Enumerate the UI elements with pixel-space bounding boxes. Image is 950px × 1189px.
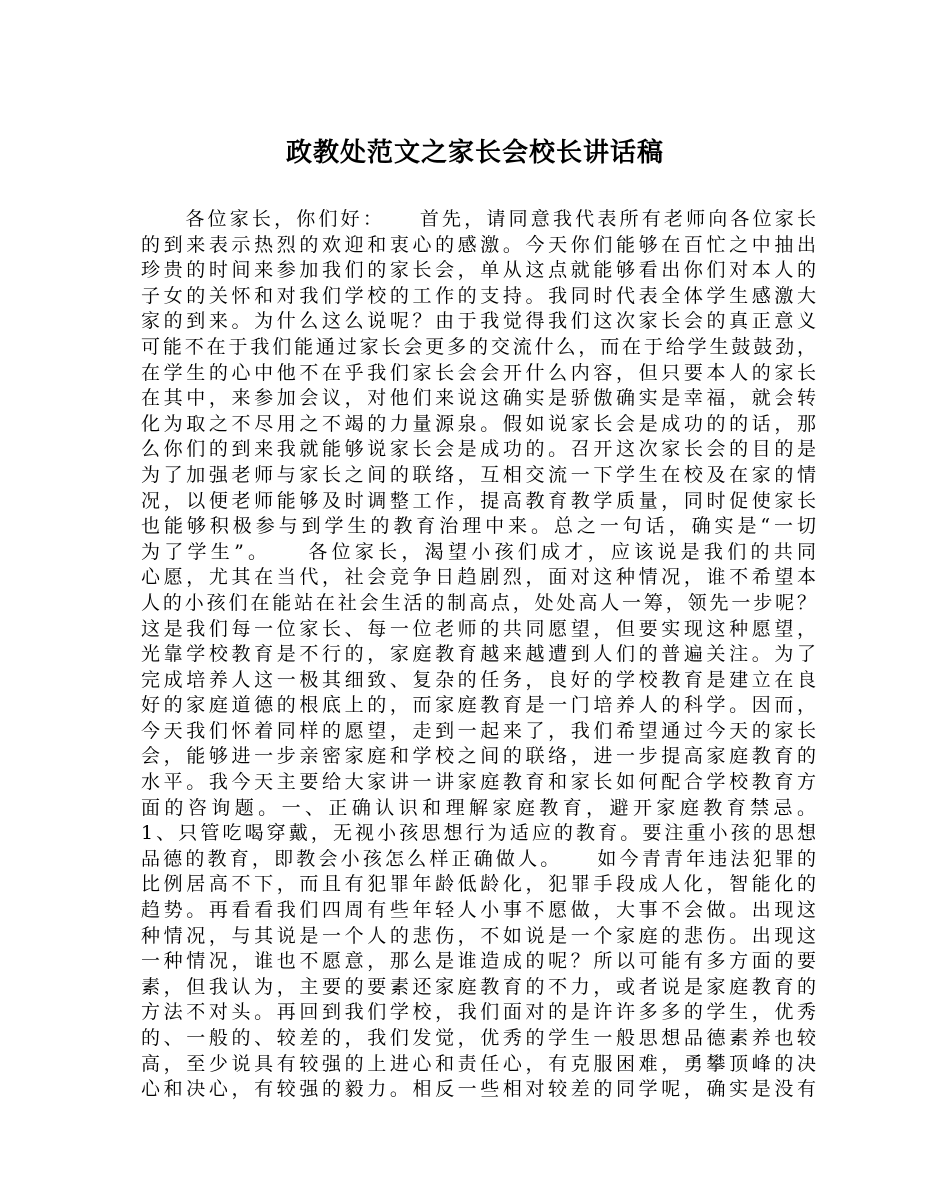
body-text-line: 种情况，与其说是一个人的悲伤，不如说是一个家庭的悲伤。出现这 xyxy=(141,924,816,947)
body-text-line: 品德的教育，即教会小孩怎么样正确做人。 如今青青年违法犯罪的 xyxy=(141,847,816,870)
body-text-line: 完成培养人这一极其细致、复杂的任务，良好的学校教育是建立在良 xyxy=(141,668,816,691)
body-text-line: 况，以便老师能够及时调整工作，提高教育教学质量，同时促使家长 xyxy=(141,489,816,512)
body-text-line: 面的咨询题。一、正确认识和理解家庭教育，避开家庭教育禁忌。 xyxy=(141,796,816,819)
body-text-line: 珍贵的时间来参加我们的家长会，单从这点就能够看出你们对本人的 xyxy=(141,259,816,282)
body-text-line: 方法不对头。再回到我们学校，我们面对的是许许多多的学生，优秀 xyxy=(141,1001,816,1024)
body-text-line: 趋势。再看看我们四周有些年轻人小事不愿做，大事不会做。出现这 xyxy=(141,899,816,922)
body-text-line: 会，能够进一步亲密家庭和学校之间的联络，进一步提高家庭教育的 xyxy=(141,745,816,768)
document-body xyxy=(141,207,816,1103)
body-text-line: 的、一般的、较差的，我们发觉，优秀的学生一般思想品德素养也较 xyxy=(141,1027,816,1049)
body-text-line: 一种情况，谁也不愿意，那么是谁造成的呢？所以可能有多方面的要 xyxy=(141,950,816,973)
body-text-line: 子女的关怀和对我们学校的工作的支持。我同时代表全体学生感激大 xyxy=(141,284,816,307)
body-text-line: 今天我们怀着同样的愿望，走到一起来了，我们希望通过今天的家长 xyxy=(141,719,816,742)
body-text-line: 在其中，来参加会议，对他们来说这确实是骄傲确实是幸福，就会转 xyxy=(141,387,816,410)
body-text-line: 心愿，尤其在当代，社会竞争日趋剧烈，面对这种情况，谁不希望本 xyxy=(141,566,816,589)
body-text-line: 为了学生”。 各位家长，渴望小孩们成才，应该说是我们的共同 xyxy=(141,540,816,563)
body-text-line: 也能够积极参与到学生的教育治理中来。总之一句话，确实是“一切 xyxy=(141,515,816,538)
body-text-line: 素，但我认为，主要的要素还家庭教育的不力，或者说是家庭教育的 xyxy=(141,975,816,998)
body-text-line: 这是我们每一位家长、每一位老师的共同愿望，但要实现这种愿望， xyxy=(141,617,816,640)
body-text-line: 心和决心，有较强的毅力。相反一些相对较差的同学呢，确实是没有 xyxy=(141,1078,816,1101)
body-text-line: 的到来表示热烈的欢迎和衷心的感激。今天你们能够在百忙之中抽出 xyxy=(141,233,816,256)
body-text-line: 水平。我今天主要给大家讲一讲家庭教育和家长如何配合学校教育方 xyxy=(141,771,816,794)
body-text-line: 1、只管吃喝穿戴，无视小孩思想行为适应的教育。要注重小孩的思想 xyxy=(141,822,816,845)
body-text-line: 为了加强老师与家长之间的联络，互相交流一下学生在校及在家的情 xyxy=(141,463,816,486)
body-text-line: 化为取之不尽用之不竭的力量源泉。假如说家长会是成功的的话，那 xyxy=(141,412,816,435)
document-title: 政教处范文之家长会校长讲话稿 xyxy=(285,138,664,168)
body-text-line: 在学生的心中他不在乎我们家长会会开什么内容，但只要本人的家长 xyxy=(141,361,816,384)
body-text-line: 各位家长，你们好： 首先，请同意我代表所有老师向各位家长 xyxy=(141,208,816,230)
body-text-line: 么你们的到来我就能够说家长会是成功的。召开这次家长会的目的是 xyxy=(141,438,816,461)
body-text-line: 人的小孩们在能站在社会生活的制高点，处处高人一筹，领先一步呢？ xyxy=(141,591,816,614)
body-text-line: 光靠学校教育是不行的，家庭教育越来越遭到人们的普遍关注。为了 xyxy=(141,643,816,666)
body-text-line: 高，至少说具有较强的上进心和责任心，有克服困难，勇攀顶峰的决 xyxy=(141,1052,816,1075)
body-text-line: 家的到来。为什么这么说呢？由于我觉得我们这次家长会的真正意义 xyxy=(141,310,816,333)
body-text-line: 好的家庭道德的根底上的，而家庭教育是一门培养人的科学。因而， xyxy=(141,694,816,717)
body-text-line: 可能不在于我们能通过家长会更多的交流什么，而在于给学生鼓鼓劲， xyxy=(141,335,816,358)
body-text-line: 比例居高不下，而且有犯罪年龄低龄化，犯罪手段成人化，智能化的 xyxy=(141,873,816,896)
